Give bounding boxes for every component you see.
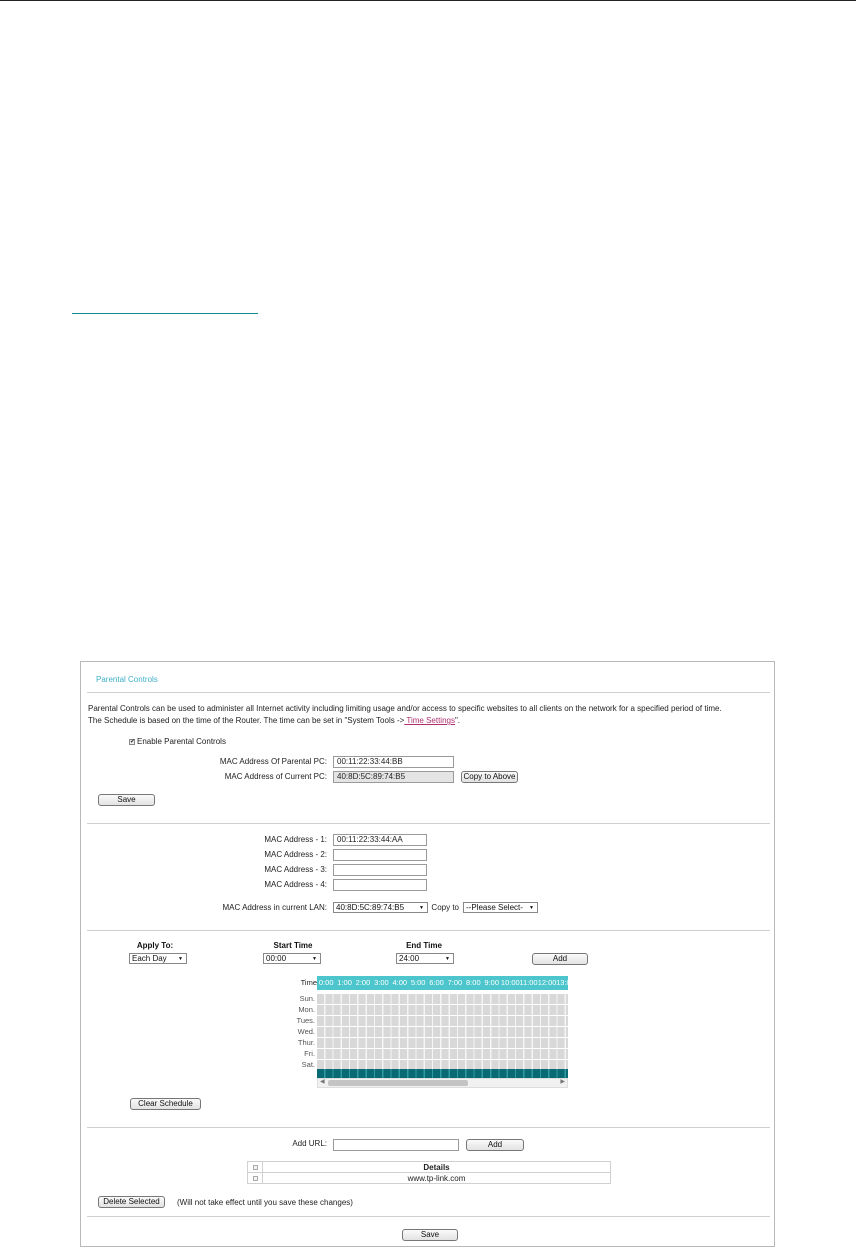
chevron-down-icon: ▼ — [445, 956, 450, 962]
apply-to-select-value: Each Day — [132, 954, 167, 963]
scroll-thumb[interactable] — [328, 1080, 468, 1086]
enable-parental-controls-checkbox[interactable]: ✔ — [130, 738, 136, 745]
selected-schedule-row[interactable] — [317, 1069, 568, 1078]
mac-lan-label: MAC Address in current LAN: — [222, 903, 327, 912]
mac-parental-label: MAC Address Of Parental PC: — [219, 757, 327, 766]
end-time-select[interactable] — [396, 953, 454, 964]
table-row — [248, 1173, 611, 1184]
chevron-down-icon: ▼ — [178, 956, 183, 962]
start-time-select[interactable] — [263, 953, 321, 964]
end-time-header: End Time — [406, 941, 442, 950]
divider — [87, 1127, 770, 1128]
day-row-tues[interactable] — [317, 1016, 568, 1026]
mac-address-1-input[interactable]: 00:11:22:33:44:AA — [333, 834, 427, 846]
section-accent-rule — [72, 313, 258, 314]
hour-label: 2:00 — [355, 978, 371, 987]
chevron-down-icon: ▼ — [419, 905, 424, 911]
day-label-wed: Wed. — [297, 1027, 315, 1036]
chevron-down-icon: ▼ — [529, 905, 534, 911]
parental-controls-panel — [80, 661, 775, 1247]
select-all-cell[interactable] — [248, 1162, 263, 1173]
copy-to-select-value: --Please Select- — [466, 903, 523, 912]
mac-parental-input[interactable]: 00:11:22:33:44:BB — [333, 756, 454, 768]
panel-title: Parental Controls — [96, 675, 158, 684]
mac-address-2-input[interactable] — [333, 849, 427, 861]
mac-lan-select-value: 40:8D:5C:89:74:B5 — [336, 903, 405, 912]
day-label-tues: Tues. — [296, 1016, 315, 1025]
page-top-rule — [0, 0, 856, 1]
day-label-fri: Fri. — [304, 1049, 315, 1058]
panel-description — [88, 703, 772, 727]
day-row-wed[interactable] — [317, 1027, 568, 1037]
apply-to-select[interactable] — [129, 953, 187, 964]
save-button[interactable]: Save — [402, 1229, 458, 1241]
day-row-thur[interactable] — [317, 1038, 568, 1048]
hour-label: 5:00 — [410, 978, 426, 987]
mac-address-2-label: MAC Address - 2: — [264, 850, 327, 859]
table-header-row — [248, 1162, 611, 1173]
copy-to-above-button[interactable]: Copy to Above — [461, 771, 518, 783]
mac-address-4-label: MAC Address - 4: — [264, 880, 327, 889]
hour-label: 6:00 — [429, 978, 444, 987]
divider — [87, 1216, 770, 1217]
divider — [87, 692, 770, 693]
enable-parental-controls-label: Enable Parental Controls — [137, 737, 226, 746]
save-parental-button[interactable]: Save — [98, 794, 155, 806]
enable-parental-controls-row[interactable] — [129, 737, 226, 746]
hour-label: 0:00 — [318, 978, 334, 987]
select-all-checkbox[interactable] — [253, 1165, 258, 1170]
delete-selected-button[interactable]: Delete Selected — [98, 1196, 165, 1208]
copy-to-label: Copy to — [431, 903, 459, 912]
delete-note: (Will not take effect until you save these changes) — [177, 1198, 353, 1207]
hour-label: 9:00 — [484, 978, 500, 987]
hour-label: 7:00 — [447, 978, 463, 987]
hour-label: 13:00 — [556, 978, 575, 987]
hour-label: 10:00 — [500, 978, 520, 987]
time-label: Time — [300, 978, 317, 987]
hour-label: 11:00 — [519, 978, 538, 987]
hour-label: 1:00 — [337, 978, 352, 987]
scroll-right-icon[interactable]: ▶ — [560, 1079, 565, 1085]
description-line-2 — [88, 715, 772, 727]
clear-schedule-button[interactable]: Clear Schedule — [130, 1098, 201, 1110]
day-label-sun: Sun. — [299, 994, 315, 1003]
copy-to-select[interactable] — [463, 902, 538, 913]
url-cell: www.tp-link.com — [263, 1173, 611, 1184]
mac-address-3-label: MAC Address - 3: — [264, 865, 327, 874]
grid-horizontal-scrollbar[interactable] — [317, 1078, 568, 1088]
time-settings-link[interactable]: Time Settings — [404, 716, 455, 725]
divider — [87, 930, 770, 931]
mac-current-label: MAC Address of Current PC: — [224, 772, 327, 781]
hour-label: 12:00 — [537, 978, 557, 987]
divider — [87, 823, 770, 824]
description-line-1: Parental Controls can be used to administer all Internet activity including limiting usage and/or access to specific websites to all clients on the network for a specified period of time. — [88, 704, 722, 713]
day-row-sun[interactable] — [317, 994, 568, 1004]
day-label-sat: Sat. — [301, 1060, 315, 1069]
add-schedule-button[interactable]: Add — [532, 953, 588, 965]
url-table — [247, 1161, 611, 1184]
mac-current-input: 40:8D:5C:89:74:B5 — [333, 771, 454, 783]
details-header: Details — [263, 1162, 611, 1173]
apply-to-header: Apply To: — [136, 941, 174, 950]
chevron-down-icon: ▼ — [312, 956, 317, 962]
mac-address-4-input[interactable] — [333, 879, 427, 891]
add-url-button[interactable]: Add — [466, 1139, 524, 1151]
end-time-select-value: 24:00 — [399, 954, 420, 963]
row-checkbox-cell[interactable] — [248, 1173, 263, 1184]
mac-address-3-input[interactable] — [333, 864, 427, 876]
hour-header-row — [317, 976, 575, 990]
day-label-mon: Mon. — [298, 1005, 315, 1014]
hour-label: 3:00 — [374, 978, 389, 987]
schedule-grid[interactable] — [289, 976, 575, 1088]
day-row-mon[interactable] — [317, 1005, 568, 1015]
hour-label: 4:00 — [392, 978, 408, 987]
hour-label: 8:00 — [466, 978, 481, 987]
scroll-left-icon[interactable]: ◀ — [320, 1079, 325, 1085]
description-suffix: ". — [454, 716, 461, 725]
mac-lan-select[interactable] — [333, 902, 428, 913]
start-time-header: Start Time — [273, 941, 313, 950]
add-url-label: Add URL: — [292, 1139, 327, 1148]
description-prefix: The Schedule is based on the time of the Router. The time can be set in "System Tools -> — [88, 716, 405, 725]
day-row-fri[interactable] — [317, 1049, 568, 1059]
mac-address-1-label: MAC Address - 1: — [264, 835, 327, 844]
day-label-thur: Thur. — [297, 1038, 315, 1047]
start-time-select-value: 00:00 — [266, 954, 287, 963]
row-checkbox[interactable] — [253, 1176, 258, 1181]
add-url-input[interactable] — [333, 1139, 459, 1151]
